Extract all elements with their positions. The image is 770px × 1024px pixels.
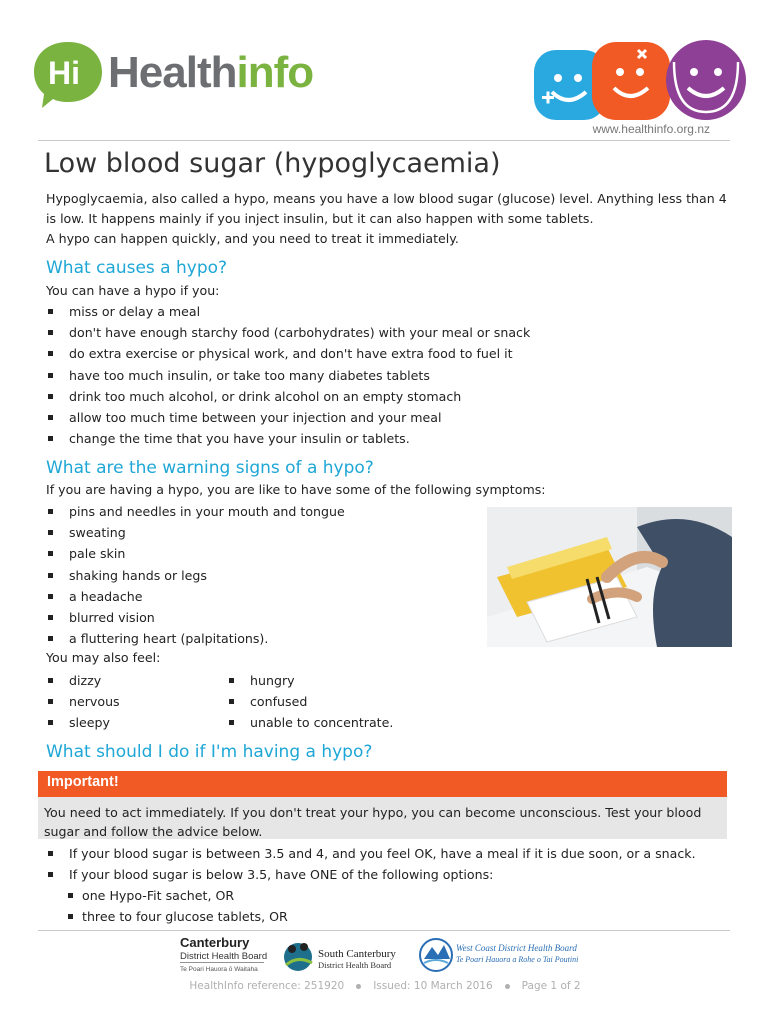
person-with-headache-photo [487,507,732,647]
causes-list [46,301,736,449]
intro-paragraph-2: A hypo can happen quickly, and you need to treat it immediately. [46,231,459,246]
signs-list [46,501,476,649]
canterbury-logo-text-1: Canterbury [180,935,250,950]
canterbury-logo-text-3: Te Poari Hauora ō Waitaha [180,966,258,973]
list-item: nervous [46,691,226,712]
list-item: change the time that you have your insulin or tablets. [46,428,736,449]
signs-lead: If you are having a hypo, you are like to have some of the following symptoms: [46,482,546,497]
causes-heading: What causes a hypo? [46,258,228,278]
list-item: don't have enough starchy food (carbohydrates) with your meal or snack [46,322,736,343]
footer-separator-dot [505,984,510,989]
action-sub-list [68,885,728,927]
logo-word-health: Health [108,48,237,97]
list-item: hungry [227,670,527,691]
list-item: have too much insulin, or take too many diabetes tablets [46,365,736,386]
footer-separator-dot [356,984,361,989]
list-item: three to four glucose tablets, OR [68,906,728,927]
dhb-logos [178,935,588,977]
list-item: allow too much time between your injection and your meal [46,407,736,428]
action-list [46,843,736,885]
website-url[interactable]: www.healthinfo.org.nz [592,122,710,136]
west-coast-logo-text-2: Te Poari Hauora a Rohe o Tai Poutini [456,955,579,964]
signs-heading: What are the warning signs of a hypo? [46,458,374,478]
list-item: do extra exercise or physical work, and don't have extra food to fuel it [46,343,736,364]
south-canterbury-dhb-logo [284,943,396,971]
list-item: sleepy [46,712,226,733]
important-banner [38,771,727,797]
list-item: If your blood sugar is between 3.5 and 4, and you feel OK, have a meal if it is due soon, or a snack. [46,843,736,864]
list-item: miss or delay a meal [46,301,736,322]
list-item: a headache [46,586,476,607]
logo-word-info: info [236,48,314,97]
list-item: If your blood sugar is below 3.5, have ONE of the following options: [46,864,736,885]
list-item: confused [227,691,527,712]
canterbury-logo-text-2: District Health Board [180,951,268,962]
logo-wordmark [108,48,313,98]
intro-paragraph-1: Hypoglycaemia, also called a hypo, means you have a low blood sugar (glucose) level. Anything less than 4 is low. It happens mainly if you inject insulin, but it can also happen with some tablets. [46,191,727,226]
page-footer [0,980,770,992]
purple-face-icon [666,40,746,120]
west-coast-dhb-logo [420,939,578,971]
smiley-faces-graphic [534,32,746,122]
healthinfo-logo [30,38,320,110]
footer-divider [38,930,730,931]
also-feel-list-col1 [46,670,226,734]
also-feel-list-col2 [227,670,527,734]
list-item: unable to concentrate. [227,712,527,733]
action-heading: What should I do if I'm having a hypo? [46,742,373,762]
orange-face-icon [592,42,670,120]
also-feel-lead: You may also feel: [46,650,161,665]
causes-lead: You can have a hypo if you: [46,283,220,298]
list-item: sweating [46,522,476,543]
list-item: a fluttering heart (palpitations). [46,628,476,649]
south-canterbury-logo-text-2: District Health Board [318,960,392,970]
logo-hi-text: Hi [48,55,80,91]
footer-page-number: Page 1 of 2 [521,980,581,992]
footer-issued: Issued: 10 March 2016 [373,980,493,992]
list-item: blurred vision [46,607,476,628]
important-label: Important! [47,774,119,790]
list-item: dizzy [46,670,226,691]
list-item: one Hypo-Fit sachet, OR [68,885,728,906]
list-item: drink too much alcohol, or drink alcohol on an empty stomach [46,386,736,407]
west-coast-logo-text-1: West Coast District Health Board [456,943,577,953]
list-item: pale skin [46,543,476,564]
list-item: pins and needles in your mouth and tongue [46,501,476,522]
footer-reference: HealthInfo reference: 251920 [189,980,345,992]
canterbury-dhb-logo [180,935,267,973]
page-title: Low blood sugar (hypoglycaemia) [44,148,501,179]
list-item: shaking hands or legs [46,565,476,586]
header-divider [38,140,730,141]
south-canterbury-logo-text-1: South Canterbury [318,948,396,960]
important-text: You need to act immediately. If you don't treat your hypo, you can become unconscious. Test your blood sugar and follow the advice below. [44,805,702,839]
hi-speech-bubble-icon [30,38,106,110]
